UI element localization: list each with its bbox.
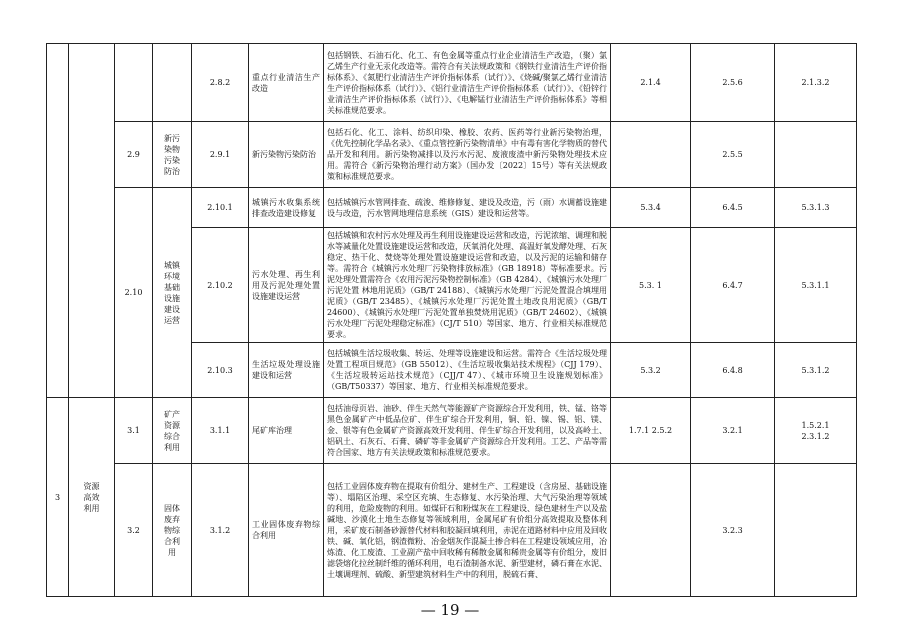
l1-code: 3.1 — [115, 398, 153, 464]
top-name: 资源高效利用 — [83, 481, 100, 513]
code-col-1 — [611, 122, 691, 188]
l1-name: 固体废弃物综合利用 — [164, 503, 180, 557]
l2-code: 3.1.1 — [192, 398, 249, 464]
l1-name: 城镇环境基础设施建设运营 — [164, 260, 180, 325]
code-col-2: 2.5.6 — [691, 44, 775, 122]
code-col-3: 1.5.2.1 2.3.1.2 — [775, 398, 857, 464]
description: 包括城镇和农村污水处理及再生利用设施建设运营和改造，污泥浓缩、调理和脱水等减量化处置设施建设运营和改造，厌氧消化处理、高温好氧发酵处理、石灰稳定、热干化、焚烧等处理处置设施建设运营和改造，以及污泥的运输和储存等。需符合《城镇污水处理厂污染物排放标准》（GB 18918）等标准要求。污泥处理处置需符合《农用污泥污染物控制标准》（GB 4284）、《城镇污水处理厂污泥处置 林地用泥质》（GB/T 24188）、《城镇污水处理厂污泥处置混合填埋用泥质》（GB/T 23485）、《城镇污水处理厂污泥处置土地改良用泥质》（GB/T 24600）、《城镇污水处理厂污泥处置单独焚烧用泥质》（GB/T 24602）、《城镇污水处理厂污泥处理稳定标准》（CJ/T 510）等国家、地方、行业相关标准规范要求。 — [324, 228, 611, 343]
l2-code: 2.10.2 — [192, 228, 249, 343]
l2-name: 城镇污水收集系统排查改造建设修复 — [249, 188, 324, 228]
l1-name-cell — [153, 464, 192, 597]
l1-name-cell — [153, 44, 192, 122]
table-row — [47, 188, 857, 228]
code-col-3 — [775, 122, 857, 188]
top-name-cell — [69, 44, 115, 398]
code-col-3: 5.3.1.1 — [775, 228, 857, 343]
code-col-1: 2.1.4 — [611, 44, 691, 122]
l2-name: 生活垃圾处理设施建设和运营 — [249, 343, 324, 398]
code-col-1: 5.3. 1 — [611, 228, 691, 343]
code-col-3: 2.1.3.2 — [775, 44, 857, 122]
code-col-3: 5.3.1.2 — [775, 343, 857, 398]
code-col-2: 6.4.8 — [691, 343, 775, 398]
top-code: 3 — [47, 398, 69, 597]
l1-name-cell — [153, 188, 192, 398]
l2-code: 2.8.2 — [192, 44, 249, 122]
code-col-1: 5.3.4 — [611, 188, 691, 228]
l1-name: 新污染物污染防治 — [164, 133, 180, 176]
code-col-2: 3.2.3 — [691, 464, 775, 597]
l2-name: 重点行业清洁生产改造 — [249, 44, 324, 122]
description: 包括工业固体废弃物在提取有价组分、建材生产、工程建设（含房屋、基础设施等）、塌陷区治理、采空区充填、生态修复、水污染治理、大气污染治理等领域的利用，危险废物的利用。如煤矸石和粉煤灰在工程建设、绿色建材生产以及盐碱地、沙漠化土地生态修复等领域利用，金属尾矿有价组分高效提取及整体利用，采矿废石制备砂源替代材料和胶凝回填利用，赤泥在道路材料中应用及回收铁、碱、氧化铝，钢渣微粉、冶金烟灰作混凝土掺合料在工程建设领域应用，冶炼渣、化工废渣、工业副产盐中回收稀有稀散金属和稀贵金属等有价组分，废旧滤袋熔化拉丝制纤维的循环利用，电石渣制备水泥、新型建材，磷石膏在水泥、土壤调理剂、硫酸、新型建筑材料生产中的利用，脱硫石膏、 — [324, 464, 611, 597]
l2-name: 尾矿库治理 — [249, 398, 324, 464]
code-col-3: 5.3.1.3 — [775, 188, 857, 228]
l1-code-cell — [115, 44, 153, 122]
code-col-1: 1.7.1 2.5.2 — [611, 398, 691, 464]
l2-name: 污水处理、再生利用及污泥处理处置设施建设运营 — [249, 228, 324, 343]
code-col-2: 6.4.5 — [691, 188, 775, 228]
description: 包括城镇生活垃圾收集、转运、处理等设施建设和运营。需符合《生活垃圾处理处置工程项目规范》（GB 55012）、《生活垃圾收集站技术规程》（CJJ 179）、《生活垃圾转运站技术规范》（CJJ/T 47）、《城市环境卫生设施规划标准》（GB/T50337）等国家、地方、行业相关标准规范要求。 — [324, 343, 611, 398]
page-number: — 19 — — [420, 601, 480, 619]
l2-code: 2.10.1 — [192, 188, 249, 228]
description: 包括石化、化工、涂料、纺织印染、橡胶、农药、医药等行业新污染物治理，《优先控制化学品名录》、《重点管控新污染物清单》中有毒有害化学物质的替代品开发和利用。新污染物减排以及污水污泥、废液废渣中新污染物处理技术应用。需符合《新污染物治理行动方案》（国办发〔2022〕15号）等有关法规政策和标准规范要求。 — [324, 122, 611, 188]
l2-name: 新污染物污染防治 — [249, 122, 324, 188]
l1-name-cell — [153, 122, 192, 188]
code-col-1: 5.3.2 — [611, 343, 691, 398]
code-col-3 — [775, 464, 857, 597]
code-col-2: 2.5.5 — [691, 122, 775, 188]
table-row — [47, 122, 857, 188]
l1-name-cell — [153, 398, 192, 464]
description: 包括油母页岩、油砂、伴生天然气等能源矿产资源综合开发利用，铁、锰、铬等黑色金属矿产中低品位矿、伴生矿综合开发利用，铜、铅、镍、锡、铝、镁、金、银等有色金属矿产资源高效开发利用、伴生矿综合开发利用，以及高岭土、铝矾土、石灰石、石膏、磷矿等非金属矿产资源综合开发利用。工艺、产品等需符合国家、地方有关法规政策和标准规范要求。 — [324, 398, 611, 464]
top-name-cell — [69, 398, 115, 597]
top-code-cell — [47, 44, 69, 398]
code-col-2: 3.2.1 — [691, 398, 775, 464]
l2-code: 3.1.2 — [192, 464, 249, 597]
description: 包括钢铁、石油石化、化工、有色金属等重点行业企业清洁生产改造，（聚）氯乙烯生产行业无汞化改造等。需符合有关法规政策和《钢铁行业清洁生产评价指标体系》、《氮肥行业清洁生产评价指标体系（试行）》、《烧碱/聚氯乙烯行业清洁生产评价指标体系（试行）》、《铝行业清洁生产评价指标体系（试行）》、《铅锌行业清洁生产评价指标体系（试行）》、《电解锰行业清洁生产评价指标体系》等相关标准规范要求。 — [324, 44, 611, 122]
table-row — [47, 44, 857, 122]
table-row — [47, 398, 857, 464]
code-col-1 — [611, 464, 691, 597]
code-col-2: 6.4.7 — [691, 228, 775, 343]
l1-code: 3.2 — [115, 464, 153, 597]
table-row — [47, 464, 857, 597]
l1-code: 2.10 — [115, 188, 153, 398]
l2-name: 工业固体废弃物综合利用 — [249, 464, 324, 597]
l1-code: 2.9 — [115, 122, 153, 188]
description: 包括城镇污水管网排查、疏浚、维修修复、建设及改造，污（雨）水调蓄设施建设与改造，污水管网地理信息系统（GIS）建设和运营等。 — [324, 188, 611, 228]
l2-code: 2.10.3 — [192, 343, 249, 398]
l1-name: 矿产资源综合利用 — [164, 409, 180, 452]
l2-code: 2.9.1 — [192, 122, 249, 188]
catalog-table — [46, 43, 857, 597]
